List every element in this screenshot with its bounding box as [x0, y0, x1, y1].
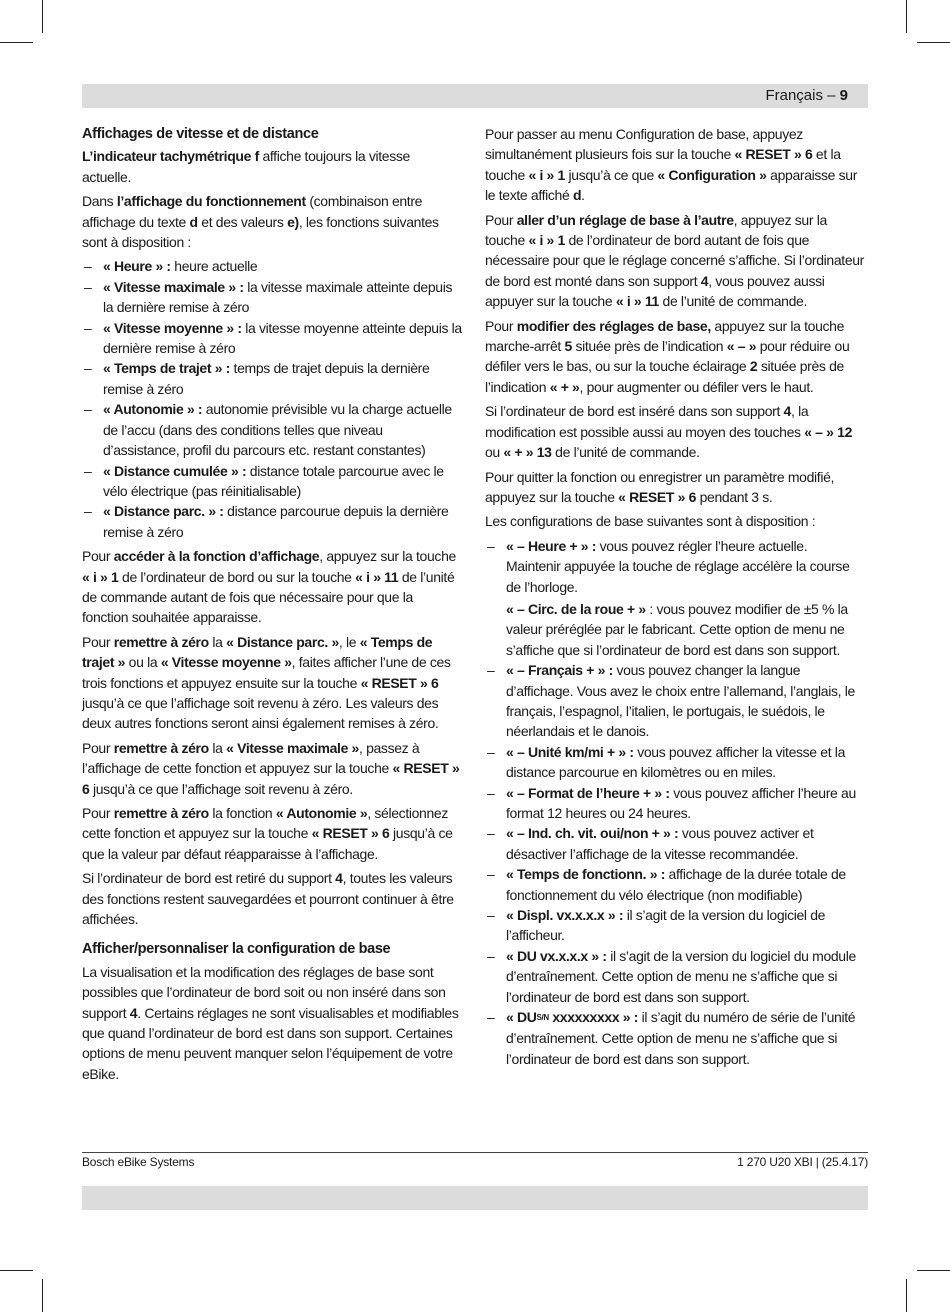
item-label: « – Heure + » :: [506, 537, 597, 554]
item-label: « – Circ. de la roue + »: [506, 600, 646, 617]
text: et la touche: [485, 146, 841, 183]
bold-text: « – »: [726, 338, 757, 355]
bold-text: 4: [129, 1004, 138, 1021]
bold-text: 4: [335, 870, 343, 887]
paragraph-access-display: [82, 546, 462, 628]
crop-mark: [906, 1279, 907, 1312]
section-heading-basic-config: Afficher/personnaliser la configuration de base: [82, 941, 391, 958]
serial-number-symbol: S/N: [536, 1013, 549, 1023]
list-item: [485, 864, 865, 905]
text: jusqu’à ce que la valeur par défaut réapparaisse à l’affichage.: [82, 825, 453, 862]
list-item: [485, 1007, 865, 1069]
text: appuyez sur la touche marche-arrêt: [485, 317, 845, 355]
paragraph-navigate-settings: [485, 210, 865, 312]
text: la: [208, 633, 227, 650]
paragraph-reset-trip: [82, 632, 462, 734]
footer-right: 1 270 U20 XBI | (25.4.17): [737, 1155, 868, 1169]
bold-text: e): [287, 213, 299, 230]
crop-mark: [42, 1279, 43, 1312]
text: , passez à l’affichage de cette fonction et appuyez sur la touche: [82, 739, 420, 777]
text: située près de l’indication: [571, 338, 727, 355]
bold-text: d: [189, 213, 198, 230]
page-header: [765, 87, 848, 104]
text: de l’unité de commande.: [551, 444, 700, 461]
bold-text: L’indicateur tachymétrique f: [82, 148, 259, 165]
item-text: la vitesse maximale atteinte depuis la dernière remise à zéro: [103, 278, 453, 316]
item-label: « DU vx.x.x.x » :: [506, 947, 607, 964]
list-item: [485, 660, 865, 742]
list-item: [485, 905, 865, 946]
list-item: [82, 318, 462, 359]
text: Pour: [82, 805, 114, 821]
item-label: « Vitesse maximale » :: [103, 278, 244, 295]
crop-mark: [906, 0, 907, 33]
item-text: vous pouvez afficher la vitesse et la distance parcourue en kilomètres ou en miles.: [506, 743, 845, 781]
list-item: [82, 277, 462, 318]
text: la fonction: [208, 805, 276, 821]
bold-text: accéder à la fonction d’affichage: [113, 548, 320, 565]
text: . Certains réglages ne sont visualisables et modifiables que quand l’ordinateur de bord est dans son support. Certaines options de menu peuvent manquer selon l’équipement de votre eBike.: [82, 1004, 459, 1082]
right-column: [485, 124, 865, 1073]
bold-text: « RESET » 6: [618, 488, 697, 505]
list-item: [82, 461, 462, 502]
list-item: [82, 399, 462, 460]
item-text: temps de trajet depuis la dernière remise à zéro: [103, 360, 430, 397]
bold-text: « RESET » 6: [82, 760, 460, 797]
paragraph-exit-save: [485, 467, 865, 508]
item-label: « – Unité km/mi + » :: [506, 743, 634, 760]
functions-list: [82, 256, 462, 542]
item-text: vous pouvez activer et désactiver l’affichage de la vitesse recommandée.: [506, 825, 814, 862]
item-label: « Temps de fonctionn. » :: [506, 866, 666, 883]
item-text: la vitesse moyenne atteinte depuis la dernière remise à zéro: [103, 319, 462, 357]
list-item: [82, 501, 462, 542]
settings-list: [485, 536, 865, 1070]
text: située près de l’indication: [485, 358, 844, 395]
list-item: [485, 536, 865, 660]
text: affiche toujours la vitesse actuelle.: [82, 148, 410, 185]
item-text: vous pouvez afficher l’heure au format 12 heures ou 24 heures.: [506, 784, 856, 821]
text: et des valeurs: [197, 213, 288, 230]
text: de l’unité de commande autant de fois que nécessaire pour que la fonction souhaitée apparaisse.: [82, 568, 455, 626]
text: , faites afficher l’une de ces trois fonctions et appuyez ensuite sur la touche: [82, 654, 451, 691]
bold-text: « + »: [549, 378, 580, 395]
paragraph-modify-via-control-unit: [485, 401, 865, 462]
bold-text: remettre à zéro: [113, 739, 209, 756]
text: , pour augmenter ou défiler vers le haut.: [579, 378, 814, 395]
text: Pour quitter la fonction ou enregistrer un paramètre modifié, appuyez sur la touche: [485, 468, 835, 505]
text: apparaisse sur le texte affiché: [485, 166, 858, 204]
bold-text: « Vitesse moyenne »: [160, 654, 292, 671]
text: , la modification est possible aussi au moyen des touches: [485, 403, 809, 440]
list-item: [485, 823, 865, 864]
bold-text: « Vitesse maximale »: [226, 739, 359, 756]
text: de l’ordinateur de bord ou sur la touche: [118, 568, 356, 585]
crop-mark: [42, 0, 43, 33]
text: Pour: [82, 548, 114, 565]
crop-mark: [917, 42, 950, 43]
text: Pour passer au menu Configuration de base, appuyez simultanément plusieurs fois sur la touche: [485, 126, 803, 163]
text: de l’ordinateur de bord autant de fois que nécessaire pour que le réglage concerné s’affiche. Si l’ordinateur de bord est monté dans son support: [485, 232, 864, 289]
bold-text: « Distance parc. »: [226, 633, 339, 650]
item-text: autonomie prévisible vu la charge actuelle de l’accu (dans des conditions telles que niveau d’assistance, profil du parcours etc. restant constantes): [103, 401, 452, 459]
item-text: affichage de la durée totale de fonctionnement du vélo électrique (non modifiable): [506, 866, 846, 903]
item-label: « Distance cumulée » :: [103, 462, 247, 479]
item-text: distance parcourue depuis la dernière remise à zéro: [103, 503, 449, 540]
item-label: « – Français + » :: [506, 662, 613, 679]
bold-text: 2: [749, 358, 758, 375]
item-text: : vous pouvez modifier de ±5 % la valeur préréglée par le fabricant. Cette option de menu ne s’affiche que si l’ordinateur de bord est dans son support.: [506, 600, 848, 658]
bold-text: aller d’un réglage de base à l’autre: [516, 211, 734, 228]
text: Pour: [82, 633, 114, 650]
paragraph-speedometer: [82, 146, 462, 187]
footer-rule: [82, 1152, 868, 1153]
text: Dans: [82, 193, 117, 210]
text: Pour: [485, 211, 517, 228]
text: jusqu’à ce que: [564, 166, 658, 183]
bold-text: 4: [783, 403, 791, 420]
header-language: Français: [765, 87, 823, 104]
text: , le: [338, 633, 360, 650]
text: , appuyez sur la touche: [319, 548, 456, 565]
text: jusqu’à ce que l’affichage soit revenu à zéro.: [89, 780, 353, 797]
item-text: il s’agit de la version du logiciel de l’afficheur.: [506, 907, 826, 944]
text: .: [581, 187, 585, 204]
paragraph-basic-config: [82, 962, 462, 1084]
list-item: [82, 358, 462, 399]
text: Si l’ordinateur de bord est inséré dans son support: [485, 403, 784, 420]
bold-text: « – » 12: [804, 423, 853, 440]
item-text: vous pouvez régler l’heure actuelle. Maintenir appuyée la touche de réglage accélère la course de l’horloge.: [506, 537, 850, 595]
list-subitem: [506, 599, 865, 660]
bold-text: « i » 1: [528, 232, 565, 249]
bold-text: l’affichage du fonctionnement: [116, 193, 306, 210]
item-label: xxxxxxxxx » :: [548, 1009, 639, 1026]
paragraph-modify-settings: [485, 316, 865, 398]
left-column: [82, 124, 462, 1088]
item-label: « – Format de l’heure + » :: [506, 784, 670, 801]
list-item: [485, 742, 865, 783]
item-label: « – Ind. ch. vit. oui/non + » :: [506, 825, 679, 842]
text: , sélectionnez cette fonction et appuyez sur la touche: [82, 805, 449, 842]
item-text: distance totale parcourue avec le vélo électrique (pas réinitialisable): [103, 462, 444, 499]
paragraph-values-saved: [82, 868, 462, 929]
item-label: « Heure » :: [103, 258, 171, 275]
text: Pour: [82, 739, 114, 756]
bold-text: « i » 11: [615, 293, 659, 310]
bold-text: « i » 1: [528, 166, 565, 183]
item-label: « Displ. vx.x.x.x » :: [506, 907, 624, 924]
crop-mark: [0, 42, 33, 43]
text: ou: [485, 444, 504, 461]
bold-text: « Configuration »: [657, 166, 767, 183]
paragraph-reset-max-speed: [82, 738, 462, 799]
item-label: « Autonomie » :: [103, 401, 203, 418]
crop-mark: [917, 1270, 950, 1271]
item-label: « DU: [506, 1009, 537, 1026]
page-number: 9: [839, 87, 848, 104]
bold-text: « i » 11: [355, 568, 399, 585]
list-item: [485, 783, 865, 824]
bold-text: remettre à zéro: [113, 633, 209, 650]
text: ou la: [125, 654, 161, 671]
footer-left: Bosch eBike Systems: [82, 1155, 195, 1169]
paragraph-functions-intro: [82, 191, 462, 252]
item-text: vous pouvez changer la langue d’affichage. Vous avez le choix entre l’allemand, l’anglais, le français, l’espagnol, l’italien, le portugais, le suédois, le néerlandais et le danois.: [506, 662, 855, 740]
text: , vous pouvez aussi appuyer sur la touche: [485, 272, 825, 310]
bold-text: « Autonomie »: [275, 805, 368, 821]
text: (combinaison entre affichage du texte: [82, 193, 423, 230]
item-label: « Vitesse moyenne » :: [103, 319, 242, 336]
item-label: « Temps de trajet » :: [103, 360, 230, 377]
bold-text: modifier des réglages de base,: [516, 317, 711, 334]
text: pour réduire ou défiler vers le bas, ou sur la touche éclairage: [485, 338, 850, 375]
list-item: [82, 256, 462, 276]
bold-text: « Temps de trajet »: [82, 633, 433, 671]
text: la: [208, 739, 227, 756]
list-item: [485, 946, 865, 1007]
crop-mark: [0, 1270, 33, 1271]
page-footer-bar: [82, 1186, 868, 1210]
bold-text: « RESET » 6: [311, 825, 390, 842]
header-separator: –: [827, 87, 836, 104]
bold-text: d: [572, 187, 582, 204]
page-header-bar: [82, 84, 868, 108]
item-text: il s’agit du numéro de série de l’unité d’entraînement. Cette option de menu ne s’affiche que si l’ordinateur de bord est dans son support.: [506, 1009, 856, 1067]
bold-text: « + » 13: [503, 444, 552, 461]
bold-text: « i » 1: [82, 568, 119, 585]
bold-text: 5: [564, 338, 572, 355]
bold-text: « RESET » 6: [360, 674, 439, 691]
text: jusqu’à ce que l’affichage soit revenu à zéro. Les valeurs des deux autres fonctions seront ainsi également remises à zéro.: [82, 694, 439, 732]
paragraph-settings-intro: Les configurations de base suivantes sont à disposition :: [485, 513, 816, 530]
item-label: « Distance parc. » :: [103, 503, 224, 520]
text: de l’unité de commande.: [658, 293, 808, 310]
paragraph-reset-range: [82, 803, 462, 864]
section-heading-speed-distance: Affichages de vitesse et de distance: [82, 126, 319, 142]
text: Pour: [485, 317, 517, 334]
text: La visualisation et la modification des réglages de base sont possibles que l’ordinateur de bord soit ou non inséré dans son support: [82, 963, 446, 1021]
text: , toutes les valeurs des fonctions restent sauvegardées et pourront continuer à être affichées.: [82, 870, 454, 928]
bold-text: « RESET » 6: [734, 146, 813, 163]
item-text: heure actuelle: [170, 258, 258, 275]
text: Si l’ordinateur de bord est retiré du support: [82, 870, 336, 887]
text: , les fonctions suivantes sont à disposition :: [82, 213, 439, 251]
paragraph-enter-config: [485, 124, 865, 206]
item-text: il s’agit de la version du logiciel du module d’entraînement. Cette option de menu ne s’affiche que si l’ordinateur de bord est dans son support.: [506, 947, 856, 1005]
text: , appuyez sur la touche: [485, 211, 827, 249]
text: pendant 3 s.: [696, 488, 773, 505]
bold-text: 4: [700, 272, 709, 289]
bold-text: remettre à zéro: [113, 805, 209, 821]
